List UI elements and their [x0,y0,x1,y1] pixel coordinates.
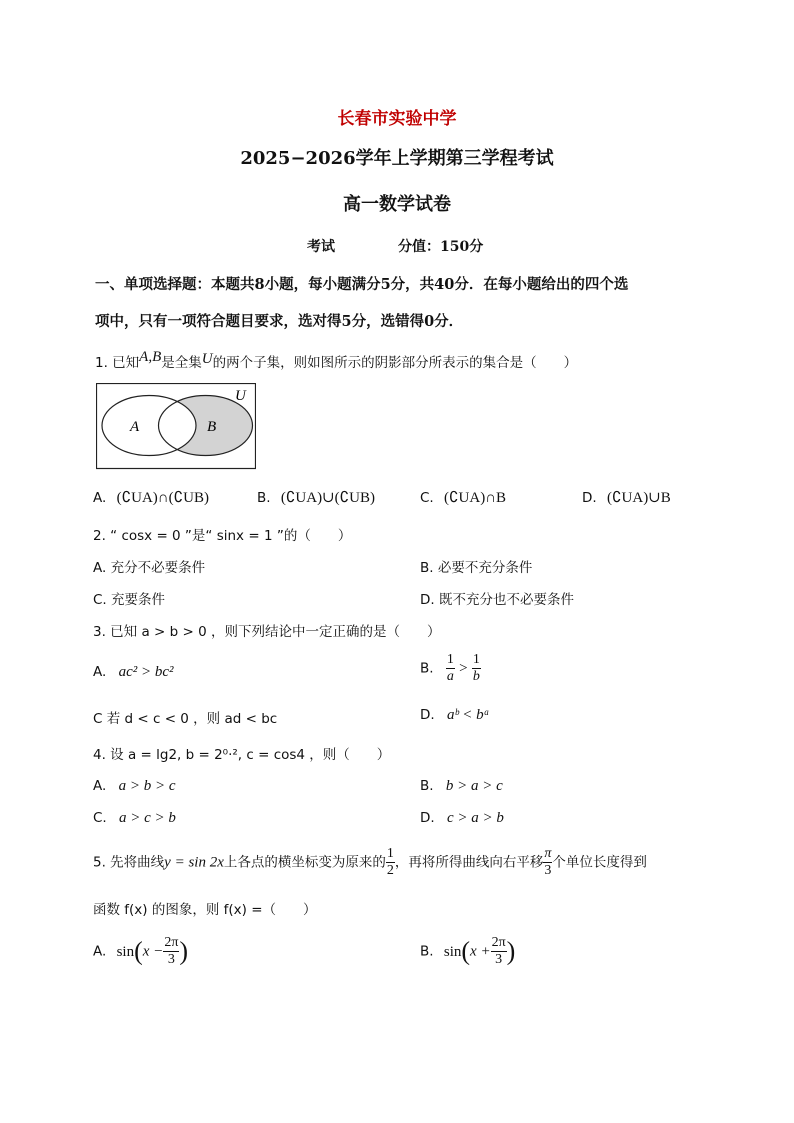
op: > [459,660,468,677]
option-text: c > a > b [446,810,504,826]
question-3-stem: 3. 已知 a > b > 0 ，则下列结论中一定正确的是（ ） [93,624,441,640]
venn-label-b: B [207,419,217,435]
fraction-1-over-b [472,652,481,685]
option-text: 充分不必要条件 [110,560,206,576]
q5-option-a[interactable] [93,935,188,968]
q2-option-d[interactable] [420,588,574,608]
option-text: 充要条件 [111,592,166,608]
fraction-one-half [386,846,395,879]
frac-den: b [472,669,480,684]
q1-option-a[interactable] [93,488,209,507]
question-5-stem-line2: 函数 f(x) 的图象，则 f(x) =（ ） [93,902,317,918]
q4-option-b[interactable] [420,778,503,795]
q1-option-d[interactable] [582,488,671,507]
q1-option-c[interactable] [420,488,506,507]
fraction-2pi-over-3 [491,935,507,968]
option-text: a > b > c [118,778,176,794]
q4-option-d[interactable] [420,810,504,827]
score-label: 分值：150分 [398,239,484,255]
q1-pre: 1. 已知 [95,355,140,371]
q5-post: 个单位长度得到 [552,854,647,871]
option-letter: D. [420,810,435,826]
q4-option-a[interactable] [93,778,176,795]
frac-num: 2π [491,935,506,950]
option-letter: A. [93,664,107,680]
paren-right: ) [179,936,189,966]
section-heading-line2: 项中，只有一项符合题目要求，选对得5分，选错得0分． [95,313,464,330]
option-text: aᵇ < bᵃ [446,707,490,723]
option-text: a > c > b [119,810,176,826]
q5-mid1: 上各点的横坐标变为原来的 [223,854,386,871]
q1-option-b[interactable] [257,488,375,507]
option-letter: B. [257,490,271,506]
frac-den: a [446,669,454,684]
option-letter: B. [420,943,434,960]
option-letter: A. [93,778,107,794]
school-name: 长春市实验中学 [337,109,457,129]
option-letter: C. [93,810,107,826]
paren-left: ( [461,936,471,966]
frac-num: 1 [386,846,394,861]
option-letter: C. [93,592,107,608]
fraction-2pi-over-3 [163,935,179,968]
question-1-stem [95,351,577,372]
q5-pre: 5. 先将曲线 [93,854,165,871]
venn-diagram [96,383,256,470]
q1-u: U [201,351,213,367]
option-func: sin [443,943,462,960]
option-inner: x − [142,943,164,960]
frac-num: π [544,846,552,861]
question-4-stem: 4. 设 a = lg2, b = 2⁰·², c = cos4 ，则（ ） [93,747,391,763]
option-letter: A. [93,490,107,506]
option-letter: D. [420,592,435,608]
option-letter: D. [420,707,435,723]
q2-option-b[interactable] [420,556,532,576]
q3-option-c[interactable] [93,707,277,727]
option-letter: C [93,711,103,727]
option-text: b > a > c [445,778,503,794]
option-text: (∁UA)∪B [606,490,671,506]
q2-option-c[interactable] [93,588,165,608]
frac-den: 3 [495,952,503,967]
q3-option-a[interactable] [93,664,174,681]
option-text: 若 d < c < 0 ，则 ad < bc [106,711,278,727]
q1-ab: A,B [139,349,162,365]
exam-title: 2025−2026学年上学期第三学程考试 [240,148,554,169]
venn-label-u: U [235,388,246,404]
option-text: (∁UA)∪(∁UB) [280,490,375,506]
q3-option-b[interactable] [420,652,481,685]
paren-left: ( [134,936,143,966]
exam-label: 考试 [307,239,335,255]
q5-curve: y = sin 2x [164,854,224,871]
option-letter: A. [93,943,107,960]
frac-num: 1 [446,652,454,667]
q5-mid2: ，再将所得曲线向右平移 [394,854,544,871]
option-text: 必要不充分条件 [437,560,533,576]
section-heading-line1: 一、单项选择题：本题共8小题，每小题满分5分，共40分．在每小题给出的四个选 [95,276,629,293]
frac-num: 1 [472,652,480,667]
option-inner: x + [470,943,491,960]
option-letter: B. [420,660,434,677]
fraction-1-over-a [446,652,455,685]
option-letter: B. [420,560,434,576]
question-5-stem-line1 [93,846,647,879]
q5-option-b[interactable] [420,935,515,968]
q1-mid: 是全集 [161,355,202,371]
frac-den: 3 [544,863,552,878]
option-letter: D. [582,490,597,506]
frac-den: 2 [386,863,394,878]
option-text: (∁UA)∩B [444,490,507,506]
frac-den: 3 [167,952,175,967]
q3-option-d[interactable] [420,707,490,724]
option-text: (∁UA)∩(∁UB) [116,490,209,506]
option-letter: C. [420,490,434,506]
option-letter: B. [420,778,434,794]
subject-title: 高一数学试卷 [343,194,451,215]
question-2-stem: 2. “ cosx = 0 ”是“ sinx = 1 ”的（ ） [93,528,352,544]
q2-option-a[interactable] [93,556,205,576]
option-func: sin [116,943,135,960]
paren-right: ) [506,936,516,966]
frac-num: 2π [164,935,179,950]
q1-post: 的两个子集，则如图所示的阴影部分所表示的集合是（ ） [212,355,578,371]
option-letter: A. [93,560,107,576]
option-text: 既不充分也不必要条件 [438,592,574,608]
option-text: ac² > bc² [118,664,174,680]
venn-label-a: A [130,419,140,435]
q4-option-c[interactable] [93,810,176,827]
